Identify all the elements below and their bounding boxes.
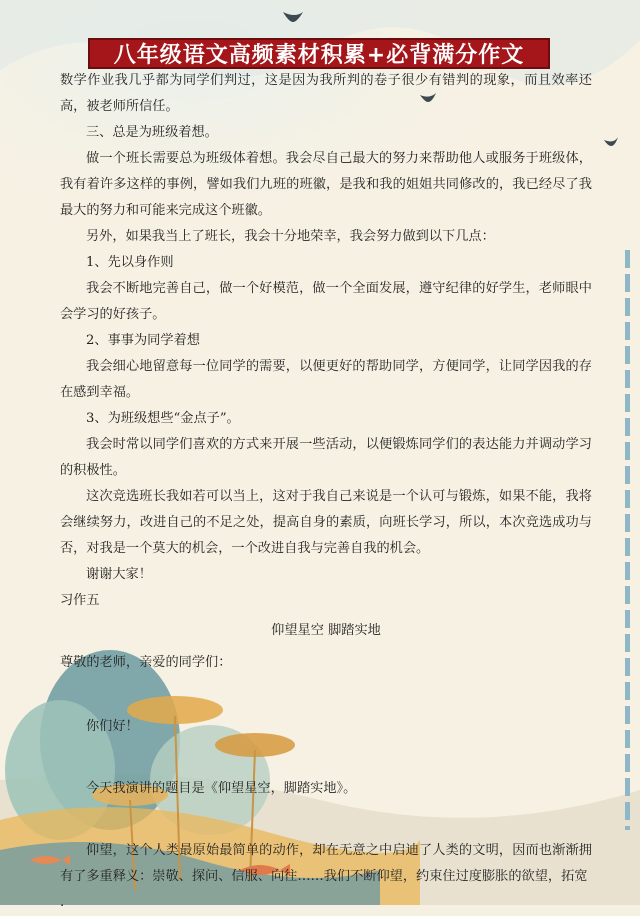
paragraph: 仰望，这个人类最原始最简单的动作，却在无意之中启迪了人类的文明，因而也渐渐拥有了多重释义：崇敬、探问、信服、向往……我们不断仰望，约束住过度膨胀的欲望，拓宽 (60, 843, 592, 884)
trailing-mark: . (60, 895, 65, 910)
closing-line: 谢谢大家！ (86, 567, 152, 582)
greeting: 你们好！ (86, 719, 139, 734)
list-item-heading: 3、为班级想些“金点子”。 (86, 411, 240, 426)
paragraph: 我会细心地留意每一位同学的需要，以便更好的帮助同学，方便同学，让同学因我的存在感到幸福。 (60, 359, 592, 400)
salutation: 尊敬的老师，亲爱的同学们： (60, 655, 232, 670)
paragraph: 另外，如果我当上了班长，我会十分地荣幸，我会努力做到以下几点： (86, 229, 495, 244)
essay-number: 习作五 (60, 593, 100, 608)
section-heading: 三、总是为班级着想。 (86, 125, 218, 140)
paragraph: 我会不断地完善自己，做一个好模范，做一个全面发展，遵守纪律的好学生，老师眼中会学习的好孩子。 (60, 281, 592, 322)
list-item-heading: 2、事事为同学着想 (86, 333, 200, 348)
page-title: 八年级语文高频素材积累+必背满分作文 (113, 43, 525, 68)
paragraph: 这次竞选班长我如若可以当上，这对于我自己来说是一个认可与锻炼，如果不能，我将会继续努力，改进自己的不足之处，提高自身的素质，向班长学习，所以，本次竞选成功与否，对我是一个莫大的机会，一个改进自我与完善自我的机会。 (60, 489, 592, 556)
paragraph: 做一个班长需要总为班级体着想。我会尽自己最大的努力来帮助他人或服务于班级体，我有着许多这样的事例，譬如我们九班的班徽，是我和我的姐姐共同修改的，我已经尽了我最大的努力和可能来完成这个班徽。 (60, 151, 592, 218)
list-item-heading: 1、先以身作则 (86, 255, 174, 270)
document-body (60, 68, 592, 916)
paragraph: 今天我演讲的题目是《仰望星空，脚踏实地》。 (86, 781, 357, 796)
essay-title: 仰望星空 脚踏实地 (271, 623, 381, 638)
title-banner (88, 38, 550, 69)
paragraph: 我会时常以同学们喜欢的方式来开展一些活动，以便锻炼同学们的表达能力并调动学习的积极性。 (60, 437, 592, 478)
paragraph: 数学作业我几乎都为同学们判过，这是因为我所判的卷子很少有错判的现象，而且效率还高，被老师所信任。 (60, 73, 592, 114)
right-border-decoration (625, 250, 630, 830)
